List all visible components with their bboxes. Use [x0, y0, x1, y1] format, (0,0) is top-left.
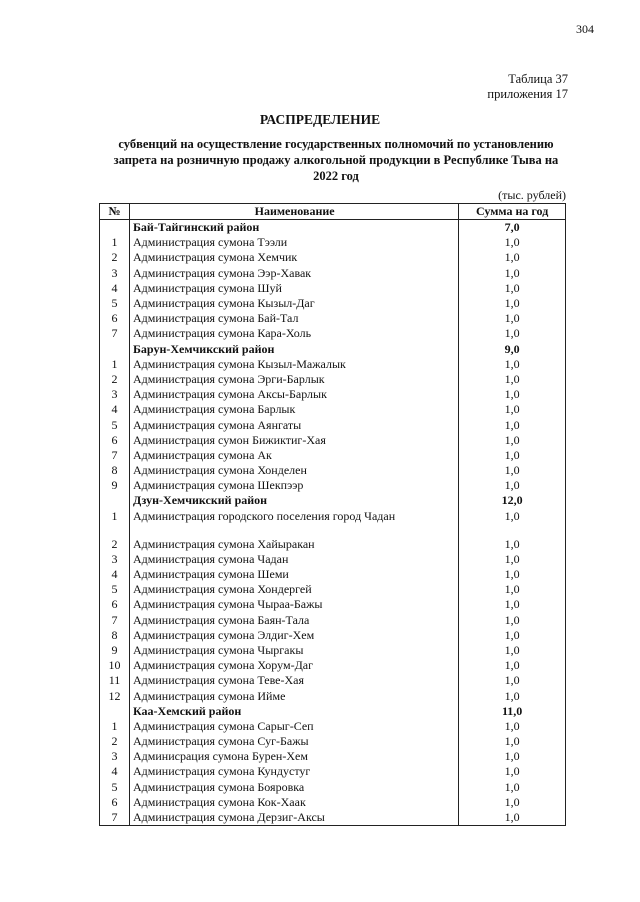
table-row: [100, 281, 566, 296]
table-row: [100, 509, 566, 537]
row-number: [100, 704, 130, 719]
subtitle-line: запрета на розничную продажу алкогольной продукции в Республике Тыва на: [113, 153, 559, 167]
row-number: 3: [100, 749, 130, 764]
row-number: 6: [100, 433, 130, 448]
row-number: 6: [100, 597, 130, 612]
table-row: [100, 250, 566, 265]
row-sum: 1,0: [459, 387, 566, 402]
table-reference: [487, 72, 568, 102]
table-row: [100, 673, 566, 688]
row-sum: 7,0: [459, 220, 566, 236]
row-number: 5: [100, 296, 130, 311]
row-sum: 1,0: [459, 643, 566, 658]
row-number: 3: [100, 266, 130, 281]
subtitle-line: 2022 год: [313, 169, 359, 183]
column-header-sum: Сумма на год: [459, 204, 566, 220]
table-row: [100, 552, 566, 567]
table-row: [100, 478, 566, 493]
row-number: 9: [100, 478, 130, 493]
row-name: Администрация сумона Кызыл-Мажалык: [130, 357, 459, 372]
table-row: [100, 613, 566, 628]
row-number: 7: [100, 326, 130, 341]
table-row: [100, 266, 566, 281]
row-number: 7: [100, 448, 130, 463]
row-name: Администрация сумона Хондергей: [130, 582, 459, 597]
table-row: [100, 372, 566, 387]
table-row: [100, 780, 566, 795]
row-name: Администрация сумона Эрги-Барлык: [130, 372, 459, 387]
row-name: Администрация сумона Шекпээр: [130, 478, 459, 493]
row-number: 2: [100, 734, 130, 749]
row-number: [100, 220, 130, 236]
row-sum: 1,0: [459, 567, 566, 582]
row-sum: 1,0: [459, 749, 566, 764]
row-number: 10: [100, 658, 130, 673]
row-number: 5: [100, 780, 130, 795]
appendix-reference-line: приложения 17: [487, 87, 568, 101]
row-name: Администрация сумона Шуй: [130, 281, 459, 296]
row-number: 9: [100, 643, 130, 658]
row-sum: 1,0: [459, 628, 566, 643]
row-number: 8: [100, 628, 130, 643]
document-title: РАСПРЕДЕЛЕНИЕ: [259, 112, 381, 127]
row-sum: 1,0: [459, 281, 566, 296]
row-number: 2: [100, 537, 130, 552]
row-sum: 1,0: [459, 537, 566, 552]
row-name: Администрация сумона Чыргакы: [130, 643, 459, 658]
row-sum: 1,0: [459, 597, 566, 612]
row-sum: 1,0: [459, 448, 566, 463]
table-row: [100, 537, 566, 552]
row-name: Администрация сумона Аксы-Барлык: [130, 387, 459, 402]
row-name: Администрация сумона Аянгаты: [130, 417, 459, 432]
row-sum: 1,0: [459, 688, 566, 703]
row-name: Администрация сумона Ээр-Хавак: [130, 266, 459, 281]
row-name: Каа-Хемский район: [130, 704, 459, 719]
row-number: 1: [100, 509, 130, 537]
row-sum: 9,0: [459, 342, 566, 357]
table-row: [100, 749, 566, 764]
row-name: Администрация сумона Элдиг-Хем: [130, 628, 459, 643]
row-sum: 11,0: [459, 704, 566, 719]
column-header-number: №: [100, 204, 130, 220]
row-sum: 1,0: [459, 235, 566, 250]
row-number: 6: [100, 311, 130, 326]
row-sum: 1,0: [459, 372, 566, 387]
document-subtitle: [96, 136, 576, 184]
row-number: [100, 342, 130, 357]
row-name: Администрация сумона Хорум-Даг: [130, 658, 459, 673]
units-label: (тыс. рублей): [498, 188, 566, 202]
row-name: Администрация сумона Чадан: [130, 552, 459, 567]
row-sum: 1,0: [459, 658, 566, 673]
row-sum: 1,0: [459, 780, 566, 795]
table-row: [100, 402, 566, 417]
row-number: 4: [100, 567, 130, 582]
table-row: [100, 296, 566, 311]
page-number: 304: [576, 22, 594, 36]
table-row: [100, 719, 566, 734]
row-number: 7: [100, 613, 130, 628]
table-body: [100, 220, 566, 826]
table-header-row: [100, 204, 566, 220]
table-row: [100, 795, 566, 810]
table-row: [100, 688, 566, 703]
row-number: 6: [100, 795, 130, 810]
row-name: Администрация сумона Кок-Хаак: [130, 795, 459, 810]
row-name: Бай-Тайгинский район: [130, 220, 459, 236]
row-number: 4: [100, 764, 130, 779]
row-sum: 1,0: [459, 417, 566, 432]
row-sum: 1,0: [459, 764, 566, 779]
table-row: [100, 567, 566, 582]
table-row: [100, 734, 566, 749]
table-row: [100, 311, 566, 326]
row-name: Администрация сумона Ийме: [130, 688, 459, 703]
row-name: Дзун-Хемчикский район: [130, 493, 459, 508]
row-name: Админисрация сумона Бурен-Хем: [130, 749, 459, 764]
row-number: 12: [100, 688, 130, 703]
row-name: Администрация сумон Бижиктиг-Хая: [130, 433, 459, 448]
row-sum: 1,0: [459, 433, 566, 448]
table-row: [100, 235, 566, 250]
row-name: Администрация сумона Дерзиг-Аксы: [130, 810, 459, 826]
row-name: Администрация городского поселения город Чадан: [130, 509, 459, 537]
row-number: 11: [100, 673, 130, 688]
row-name: Администрация сумона Теве-Хая: [130, 673, 459, 688]
row-sum: 1,0: [459, 509, 566, 537]
row-name: Администрация сумона Чыраа-Бажы: [130, 597, 459, 612]
row-number: [100, 493, 130, 508]
row-name: Администрация сумона Бояровка: [130, 780, 459, 795]
table-row: [100, 582, 566, 597]
table-row: [100, 433, 566, 448]
row-name: Администрация сумона Бай-Тал: [130, 311, 459, 326]
table-row: [100, 387, 566, 402]
row-number: 7: [100, 810, 130, 826]
row-number: 4: [100, 402, 130, 417]
row-name: Администрация сумона Ак: [130, 448, 459, 463]
row-number: 5: [100, 582, 130, 597]
table-row: [100, 764, 566, 779]
row-sum: 1,0: [459, 795, 566, 810]
table-row: [100, 357, 566, 372]
table-row: [100, 463, 566, 478]
row-sum: 1,0: [459, 734, 566, 749]
column-header-name: Наименование: [130, 204, 459, 220]
row-sum: 1,0: [459, 552, 566, 567]
distribution-table: [99, 203, 566, 826]
row-sum: 1,0: [459, 402, 566, 417]
row-name: Администрация сумона Кундустуг: [130, 764, 459, 779]
row-sum: 12,0: [459, 493, 566, 508]
row-name: Администрация сумона Барлык: [130, 402, 459, 417]
district-row: [100, 342, 566, 357]
table-row: [100, 417, 566, 432]
table-row: [100, 326, 566, 341]
row-sum: 1,0: [459, 719, 566, 734]
row-number: 8: [100, 463, 130, 478]
row-sum: 1,0: [459, 250, 566, 265]
row-name: Администрация сумона Кара-Холь: [130, 326, 459, 341]
row-name: Администрация сумона Баян-Тала: [130, 613, 459, 628]
subtitle-line: субвенций на осуществление государственных полномочий по установлению: [118, 137, 554, 151]
row-number: 2: [100, 250, 130, 265]
row-sum: 1,0: [459, 357, 566, 372]
row-name: Администрация сумона Хонделен: [130, 463, 459, 478]
row-sum: 1,0: [459, 582, 566, 597]
table-row: [100, 448, 566, 463]
table-row: [100, 658, 566, 673]
row-name: Администрация сумона Сарыг-Сеп: [130, 719, 459, 734]
row-number: 3: [100, 387, 130, 402]
row-name: Администрация сумона Тээли: [130, 235, 459, 250]
row-sum: 1,0: [459, 266, 566, 281]
row-name: Администрация сумона Хайыракан: [130, 537, 459, 552]
district-row: [100, 493, 566, 508]
row-number: 4: [100, 281, 130, 296]
table-reference-line: Таблица 37: [508, 72, 568, 86]
row-name: Администрация сумона Хемчик: [130, 250, 459, 265]
row-number: 1: [100, 235, 130, 250]
row-name: Администрация сумона Суг-Бажы: [130, 734, 459, 749]
row-sum: 1,0: [459, 463, 566, 478]
row-sum: 1,0: [459, 478, 566, 493]
row-sum: 1,0: [459, 296, 566, 311]
row-name: Барун-Хемчикский район: [130, 342, 459, 357]
row-sum: 1,0: [459, 326, 566, 341]
district-row: [100, 220, 566, 236]
row-sum: 1,0: [459, 810, 566, 826]
table-row: [100, 810, 566, 826]
row-sum: 1,0: [459, 673, 566, 688]
row-number: 5: [100, 417, 130, 432]
table-row: [100, 628, 566, 643]
table-row: [100, 643, 566, 658]
row-number: 1: [100, 719, 130, 734]
row-name: Администрация сумона Кызыл-Даг: [130, 296, 459, 311]
row-number: 3: [100, 552, 130, 567]
district-row: [100, 704, 566, 719]
row-sum: 1,0: [459, 613, 566, 628]
row-name: Администрация сумона Шеми: [130, 567, 459, 582]
table-row: [100, 597, 566, 612]
row-sum: 1,0: [459, 311, 566, 326]
row-number: 1: [100, 357, 130, 372]
row-number: 2: [100, 372, 130, 387]
